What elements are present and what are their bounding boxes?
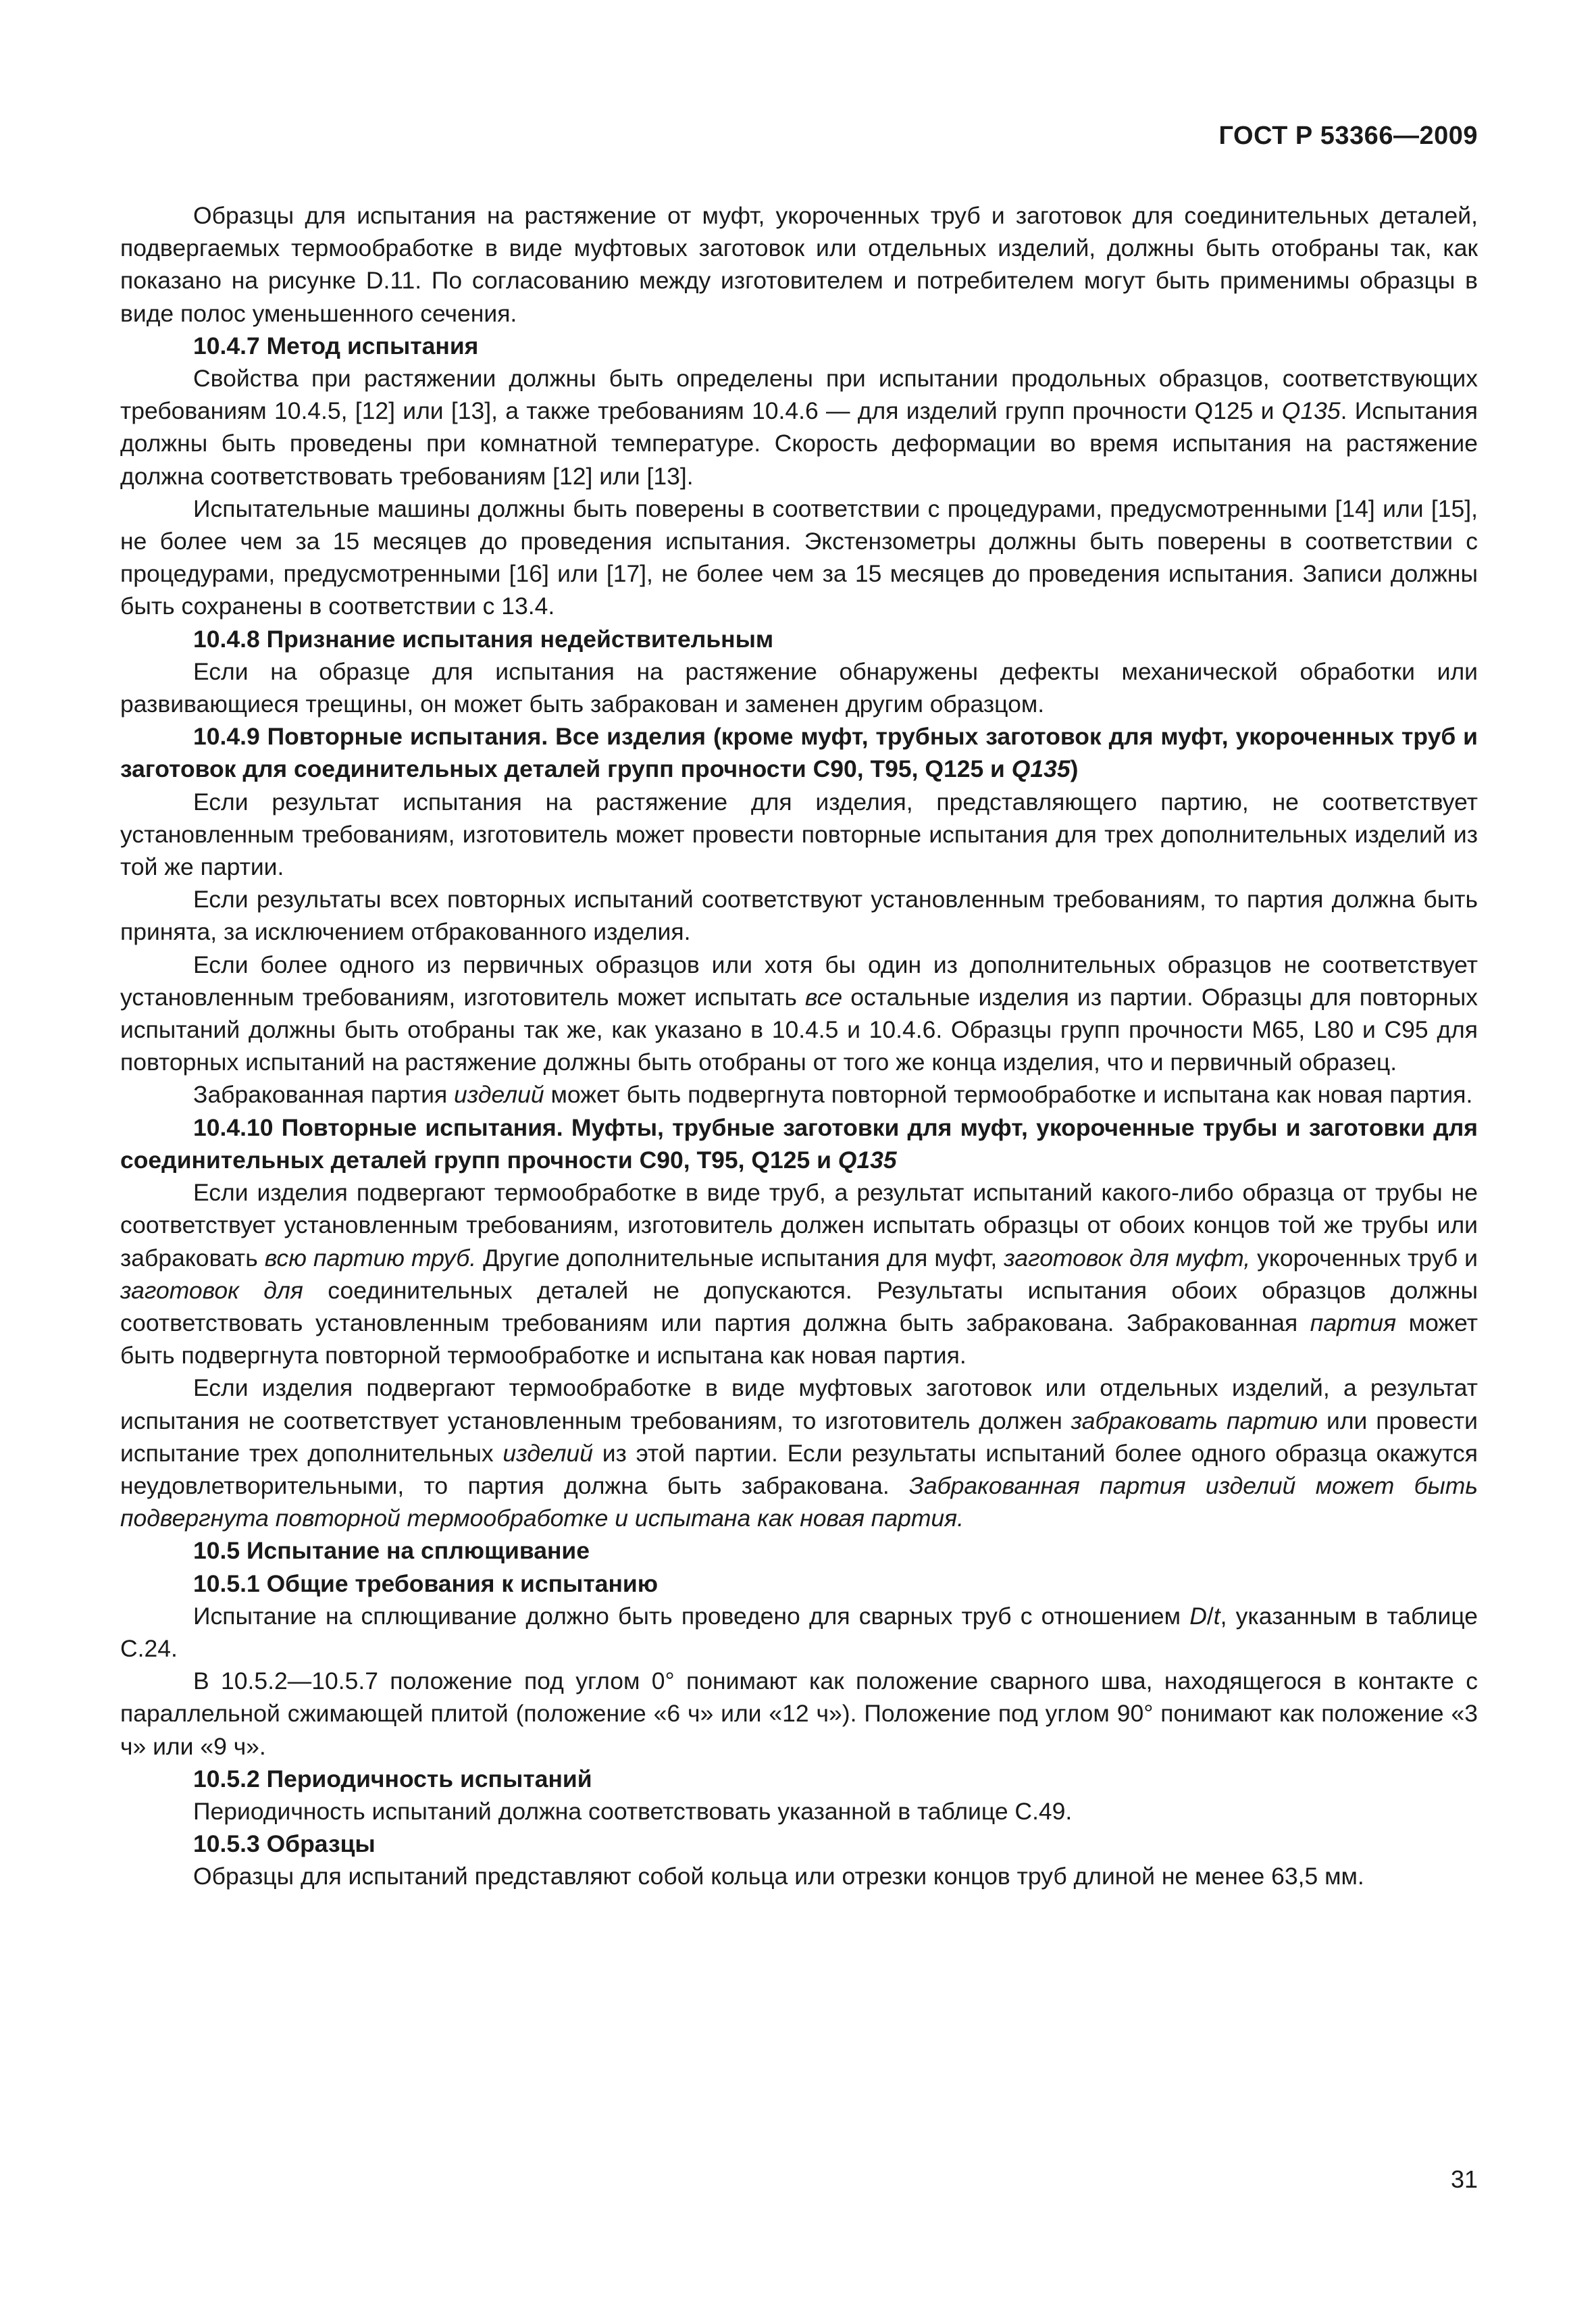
document-header: ГОСТ Р 53366—2009 [1218,122,1478,150]
italic-text: заготовок для [120,1276,303,1304]
paragraph [120,1372,1478,1534]
text-run: из этой партии. Если результаты испытаний более одного образца окажутся неудовлетворительными, то партия должна быть забракована. [120,1439,1478,1499]
paragraph [120,1600,1478,1665]
paragraph [120,199,1478,330]
paragraph [120,493,1478,623]
text-run: 10.4.9 Повторные испытания. Все изделия (кроме муфт, трубных заготовок для муфт, укороченных труб и заготовок для соединительных деталей групп прочности С90, Т95, Q125 и [120,723,1478,783]
italic-text: заготовок для муфт, [1004,1244,1251,1272]
page-number: 31 [1450,2165,1478,2193]
text-run: остальные изделия из партии. Образцы для повторных испытаний должны быть отобраны так же, как указано в 10.4.5 и 10.4.6. Образцы групп прочности М65, L80 и С95 для повторных испытаний на растяжение должны быть отобраны от того же конца изделия, что и первичный образец. [120,983,1478,1076]
text-run: 10.5 Испытание на сплющивание [193,1537,590,1565]
italic-text: Q135 [1281,397,1341,425]
paragraph [120,949,1478,1079]
italic-text: всю партию труб. [264,1244,477,1272]
text-run: 10.5.3 Образцы [193,1830,376,1858]
text-run: Образцы для испытания на растяжение от муфт, укороченных труб и заготовок для соединительных деталей, подвергаемых термообработке в виде муфтовых заготовок или отдельных изделий, должны быть отобраны так, как показано на рисунке D.11. По согласованию между изготовителем и потребителем могут быть применимы образцы в виде полос уменьшенного сечения. [120,202,1478,327]
text-run: Испытание на сплющивание должно быть проведено для сварных труб с отношением [193,1602,1190,1630]
text-run: или провести испытание трех дополнительных [120,1407,1478,1467]
italic-text: забраковать партию [1071,1407,1318,1434]
text-run: 10.4.7 Метод испытания [193,332,479,359]
paragraph [120,1795,1478,1828]
text-run: ) [1070,755,1079,783]
paragraph [120,786,1478,884]
italic-text: все [804,983,843,1011]
text-run: Образцы для испытаний представляют собой кольца или отрезки концов труб длиной не менее 63,5 мм. [193,1863,1364,1890]
section-heading [120,1763,1478,1795]
paragraph [120,1860,1478,1892]
paragraph [120,1176,1478,1372]
text-run: Забракованная партия [193,1081,455,1109]
italic-text: Q135 [838,1146,897,1174]
text-run: . Испытания должны быть проведены при комнатной температуре. Скорость деформации во время испытания на растяжение должна соответствовать требованиям [12] или [13]. [120,397,1478,490]
text-run: , указанным в таблице С.24. [120,1602,1478,1662]
italic-text: изделий [503,1439,593,1467]
text-run: Если изделия подвергают термообработке в виде муфтовых заготовок или отдельных изделий, а результат испытания не соответствует установленным требованиям, то изготовитель должен [120,1374,1478,1434]
text-run: Другие дополнительные испытания для муфт, [476,1244,1004,1272]
italic-text: Q135 [1011,755,1071,783]
text-run: Периодичность испытаний должна соответствовать указанной в таблице С.49. [193,1797,1073,1825]
italic-text: Забракованная партия изделий может быть подвергнута повторной термообработке и испытана как новая партия. [120,1472,1478,1532]
paragraph [120,1078,1478,1111]
italic-text: изделий [454,1081,544,1109]
section-heading [120,623,1478,655]
section-heading [120,1567,1478,1600]
text-run: Испытательные машины должны быть поверены в соответствии с процедурами, предусмотренными [14] или [15], не более чем за 15 месяцев до проведения испытания. Экстензометры должны быть поверены в соответствии с процедурами, предусмотренными [16] или [17], не более чем за 15 месяцев до проведения испытания. Записи должны быть сохранены в соответствии с 13.4. [120,495,1478,620]
italic-text: t [1213,1602,1220,1630]
text-run: 10.4.10 Повторные испытания. Муфты, трубные заготовки для муфт, укороченные трубы и заготовки для соединительных деталей групп прочности С90, Т95, Q125 и [120,1113,1478,1174]
text-run: 10.5.1 Общие требования к испытанию [193,1569,659,1597]
text-run: Если более одного из первичных образцов или хотя бы один из дополнительных образцов не соответствует установленным требованиям, изготовитель может испытать [120,951,1478,1011]
paragraph [120,362,1478,493]
text-run: Свойства при растяжении должны быть определены при испытании продольных образцов, соответствующих требованиям 10.4.5, [12] или [13], а также требованиям 10.4.6 — для изделий групп прочности Q125 и [120,365,1478,425]
document-body [120,199,1478,1893]
text-run: может быть подвергнута повторной термообработке и испытана как новая партия. [544,1081,1473,1109]
italic-text: партия [1310,1309,1397,1336]
text-run: может быть подвергнута повторной термообработке и испытана как новая партия. [120,1309,1478,1369]
text-run: 10.4.8 Признание испытания недействительным [193,625,774,653]
text-run: Если результаты всех повторных испытаний соответствуют установленным требованиям, то партия должна быть принята, за исключением отбракованного изделия. [120,886,1478,946]
text-run: Если изделия подвергают термообработке в виде труб, а результат испытаний какого-либо образца от трубы не соответствует установленным требованиям, изготовитель должен испытать образцы от обоих концов той же трубы или забраковать [120,1179,1478,1272]
text-run: Если результат испытания на растяжение для изделия, представляющего партию, не соответствует установленным требованиям, изготовитель может провести повторные испытания для трех дополнительных изделий из той же партии. [120,788,1478,881]
italic-text: D [1189,1602,1207,1630]
text-run: 10.5.2 Периодичность испытаний [193,1765,592,1792]
paragraph [120,1665,1478,1763]
text-run: соединительных деталей не допускаются. Результаты испытания обоих образцов должны соответствовать установленным требованиям или партия должна быть забракована. Забракованная [120,1276,1478,1336]
section-heading [120,330,1478,362]
text-run: укороченных труб и [1250,1244,1478,1272]
text-run: Если на образце для испытания на растяжение обнаружены дефекты механической обработки или развивающиеся трещины, он может быть забракован и заменен другим образцом. [120,657,1478,718]
section-heading [120,1534,1478,1567]
paragraph [120,883,1478,948]
paragraph [120,655,1478,720]
section-heading [120,1828,1478,1860]
text-run: В 10.5.2—10.5.7 положение под углом 0° понимают как положение сварного шва, находящегося в контакте с параллельной сжимающей плитой (положение «6 ч» или «12 ч»). Положение под углом 90° понимают как положение «3 ч» или «9 ч». [120,1667,1478,1760]
section-heading [120,720,1478,785]
section-heading [120,1111,1478,1176]
text-run: / [1206,1602,1214,1630]
